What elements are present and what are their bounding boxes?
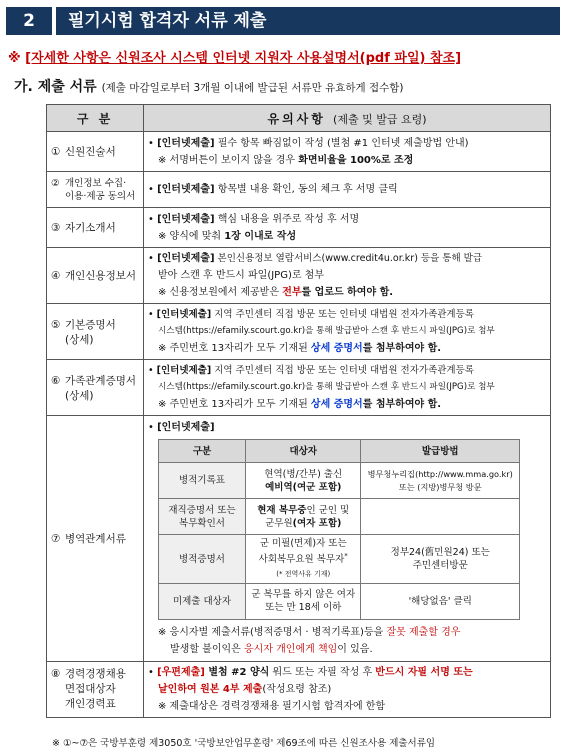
row-content: [144, 208, 551, 248]
note-text: ※ 응시자별 제출서류(병적증명서 · 병적기록표)등을: [158, 626, 387, 638]
row-label: [47, 132, 144, 172]
method-text: 정부24(舊민원24) 또는: [390, 547, 490, 558]
row-num: ③: [51, 222, 61, 234]
note-emphasis: 를 업로드 하여야 함.: [301, 287, 394, 298]
row-content: [144, 416, 551, 662]
target-text: 군 미필(면제)자 또는: [259, 538, 347, 550]
table-header: [47, 105, 551, 132]
submit-tag: [인터넷제출]: [157, 253, 215, 264]
inner-col-method: 발급방법: [361, 440, 520, 463]
content-note: [148, 228, 546, 245]
content-note: [148, 624, 546, 641]
col-notes-title: 유의사항: [267, 111, 326, 126]
content-line: • [인터넷제출] 항목별 내용 확인, 동의 체크 후 서명 클릭: [148, 184, 398, 195]
col-notes: [144, 105, 551, 132]
content-line: [148, 681, 546, 698]
submit-tag: [인터넷제출]: [157, 184, 215, 195]
row-label-text: 병역관계서류: [65, 533, 126, 545]
content-text: 지역 주민센터 직접 방문 또는 인터넷 대법원 전자가족관계등록: [211, 365, 474, 376]
row-content: [144, 360, 551, 416]
row-label: [47, 662, 144, 718]
target-text: 사회복무요원 복무자: [258, 554, 345, 566]
inner-type: 미제출 대상자: [159, 583, 246, 619]
row-content: [144, 304, 551, 360]
row-content: [144, 248, 551, 304]
content-text: 워드 또는 자필 작성 후: [269, 667, 376, 678]
section-title: 필기시험 합격자 서류 제출: [56, 7, 560, 35]
row-num: ⑦: [51, 533, 61, 545]
row-label-text: 가족관계증명서: [65, 374, 137, 387]
inner-type: [159, 499, 246, 535]
inner-target: [246, 583, 361, 619]
content-line: 시스템(https://efamily.scourt.go.kr)을 통해 발급받아 스캔 후 반드시 파일(JPG)로 첨부: [158, 382, 495, 392]
content-note: [148, 396, 546, 413]
content-line: • [인터넷제출]: [148, 422, 215, 434]
note-emphasis: 응시자 개인에게 책임: [243, 643, 338, 655]
table-row: [159, 463, 520, 499]
military-docs-table: [158, 439, 520, 619]
submit-tag: [인터넷제출]: [157, 137, 215, 149]
inner-target: [246, 463, 361, 499]
note-text: ※ 주민번호 13자리가 모두 기재된: [158, 399, 311, 410]
content-emphasis: 반드시 자필 서명 또는: [375, 667, 473, 678]
subsection-subtitle: (제출 마감일로부터 3개월 이내에 발급된 서류만 유효하게 접수함): [101, 82, 404, 94]
inner-target: [246, 499, 361, 535]
content-note: ※ 제출대상은 경력경쟁채용 필기시험 합격자에 한함: [158, 701, 386, 712]
content-line: • [우편제출] 별첨 #2 양식 워드 또는 자필 작성 후 반드시 자필 서명 또는: [148, 667, 473, 678]
target-text: 예비역(여군 포함): [265, 481, 342, 493]
note-emphasis: 전부: [282, 287, 302, 298]
inner-type: 병적기록표: [159, 463, 246, 499]
note-emphasis: 를 첨부하여야 함.: [362, 399, 442, 410]
content-text: 본인신용정보 열람서비스(www.credit4u.or.kr) 등을 통해 발급: [214, 253, 483, 264]
content-line: • [인터넷제출] 필수 항목 빠짐없이 작성 (별첨 #1 인터넷 제출방법 안내): [148, 137, 469, 149]
table-row: [159, 499, 520, 535]
row-label-text: (상세): [65, 333, 94, 346]
inner-method: [361, 535, 520, 583]
method-text: 병무청누리집(http://www.mma.go.kr): [367, 468, 513, 479]
target-text: 현재 복무중: [257, 504, 307, 516]
row-content: [144, 172, 551, 208]
submit-tag: [우편제출]: [157, 667, 205, 678]
table-row: [47, 304, 551, 360]
row-num: ⑥: [51, 374, 61, 387]
type-text: 재직증명서 또는: [168, 504, 236, 516]
row-label: [47, 208, 144, 248]
row-num: ④: [51, 270, 61, 282]
row-label-text: 신원진술서: [65, 146, 116, 158]
inner-method-empty: [361, 499, 520, 535]
submit-tag: [인터넷제출]: [157, 422, 215, 434]
row-label: [47, 416, 144, 662]
note-text: 이 있음.: [337, 643, 373, 655]
content-text: 별첨 #2 양식: [204, 667, 270, 678]
content-line: • [인터넷제출] 핵심 내용을 위주로 작성 후 서명: [148, 213, 360, 225]
note-emphasis: 화면비율을 100%로 조정: [298, 154, 414, 166]
note-emphasis: 를 첨부하여야 함.: [362, 343, 442, 354]
note-emphasis: 상세 증명서: [310, 399, 363, 410]
subsection-heading: [14, 76, 404, 96]
row-label-text: 경력경쟁채용: [65, 668, 126, 680]
row-label-text: (상세): [65, 389, 94, 402]
target-text: 인 군인 및: [306, 504, 350, 516]
row-label-text: 개인정보 수집·: [65, 177, 127, 189]
col-notes-sub: (제출 및 발급 요령): [333, 112, 427, 126]
row-label-text: 이용·제공 동의서: [65, 190, 136, 202]
content-note: [148, 152, 546, 169]
content-note: [148, 641, 546, 658]
submit-tag: [인터넷제출]: [157, 213, 215, 225]
notice-mark: ※: [8, 51, 21, 66]
inner-method: '해당없음' 클릭: [361, 583, 520, 619]
note-text: ※ 양식에 맞춰: [158, 230, 225, 242]
inner-col-target: 대상자: [246, 440, 361, 463]
submit-tag: [인터넷제출]: [156, 365, 212, 376]
section-number: 2: [6, 7, 52, 35]
type-text: 복무확인서: [179, 517, 225, 529]
note-text: ※ 신용정보원에서 제공받은: [158, 287, 283, 298]
table-row: [47, 360, 551, 416]
target-text: (여자 포함): [292, 517, 342, 529]
note-emphasis: 1장 이내로 작성: [224, 230, 297, 242]
col-category: 구 분: [47, 105, 144, 132]
row-label-text: 개인신용정보서: [65, 270, 137, 282]
row-label-text: 기본증명서: [65, 318, 116, 331]
row-label: [47, 248, 144, 304]
table-row: [47, 248, 551, 304]
note-emphasis: 잘못 제출할 경우: [386, 626, 461, 638]
table-row: [159, 583, 520, 619]
note-text: 발생할 불이익은: [170, 643, 244, 655]
method-text: 또는 (지방)병무청 방문: [398, 481, 482, 492]
row-num: ②: [51, 177, 60, 189]
row-label: [47, 172, 144, 208]
content-text: 핵심 내용을 위주로 작성 후 서명: [214, 213, 360, 225]
row-content: [144, 132, 551, 172]
row-num: ⑧: [51, 668, 61, 680]
method-text: 주민센터방문: [412, 560, 468, 571]
table-row: [47, 662, 551, 718]
table-row: [47, 132, 551, 172]
target-star: *: [344, 552, 348, 561]
target-text: 또는 만 18세 이하: [265, 602, 342, 614]
target-text: 현역(병/간부) 출신: [264, 468, 343, 480]
notice: [8, 47, 558, 66]
row-num: ⑤: [51, 318, 61, 331]
content-line: • [인터넷제출] 본인신용정보 열람서비스(www.credit4u.or.kr) 등을 통해 발급: [148, 253, 483, 264]
note-text: ※ 주민번호 13자리가 모두 기재된: [158, 343, 311, 354]
documents-table: [46, 104, 551, 718]
note-emphasis: 상세 증명서: [310, 343, 363, 354]
content-line: 받아 스캔 후 반드시 파일(JPG)로 첨부: [158, 270, 325, 281]
content-emphasis: 날인하여 원본 4부 제출: [158, 684, 263, 695]
inner-type: 병적증명서: [159, 535, 246, 583]
row-label-text: 개인경력표: [65, 698, 116, 710]
table-row: [159, 535, 520, 583]
content-note: [148, 284, 546, 301]
content-text: 항목별 내용 확인, 동의 체크 후 서명 클릭: [214, 184, 398, 195]
note-text: ※ 서명버튼이 보이지 않을 경우: [158, 154, 299, 166]
submit-tag: [인터넷제출]: [156, 309, 212, 320]
content-line: 시스템(https://efamily.scourt.go.kr)을 통해 발급받아 스캔 후 반드시 파일(JPG)로 첨부: [158, 326, 495, 336]
row-label-text: 자기소개서: [65, 222, 116, 234]
row-label: [47, 360, 144, 416]
inner-col-type: 구분: [159, 440, 246, 463]
row-label-text: 면접대상자: [65, 683, 116, 695]
table-row: [47, 172, 551, 208]
table-row: [47, 416, 551, 662]
subsection-title: 가. 제출 서류: [14, 79, 97, 95]
target-footnote: (* 전역사유 기재): [276, 569, 331, 578]
content-line: • [인터넷제출] 지역 주민센터 직접 방문 또는 인터넷 대법원 전자가족관계등록: [148, 365, 474, 376]
content-note: [148, 340, 546, 357]
row-label: [47, 304, 144, 360]
content-text: 지역 주민센터 직접 방문 또는 인터넷 대법원 전자가족관계등록: [211, 309, 474, 320]
content-text: 필수 항목 빠짐없이 작성 (별첨 #1 인터넷 제출방법 안내): [214, 137, 469, 149]
row-content: [144, 662, 551, 718]
row-num: ①: [51, 146, 61, 158]
footer-note: ※ ①~⑦은 국방부훈령 제3050호 '국방보안업무훈령' 제69조에 따른 신원조사용 제출서류임: [52, 738, 436, 749]
section-header: [6, 7, 560, 35]
notice-text: [자세한 사항은 신원조사 시스템 인터넷 지원자 사용설명서(pdf 파일) 참조]: [25, 51, 462, 66]
content-text: (작성요령 참조): [262, 684, 332, 695]
inner-target: [246, 535, 361, 583]
target-text: 군 복무를 하지 않은 여자: [251, 589, 356, 601]
content-line: • [인터넷제출] 지역 주민센터 직접 방문 또는 인터넷 대법원 전자가족관계등록: [148, 309, 474, 320]
inner-header: [159, 440, 520, 463]
table-row: [47, 208, 551, 248]
target-text: 군무원: [265, 517, 293, 529]
inner-method: [361, 463, 520, 499]
